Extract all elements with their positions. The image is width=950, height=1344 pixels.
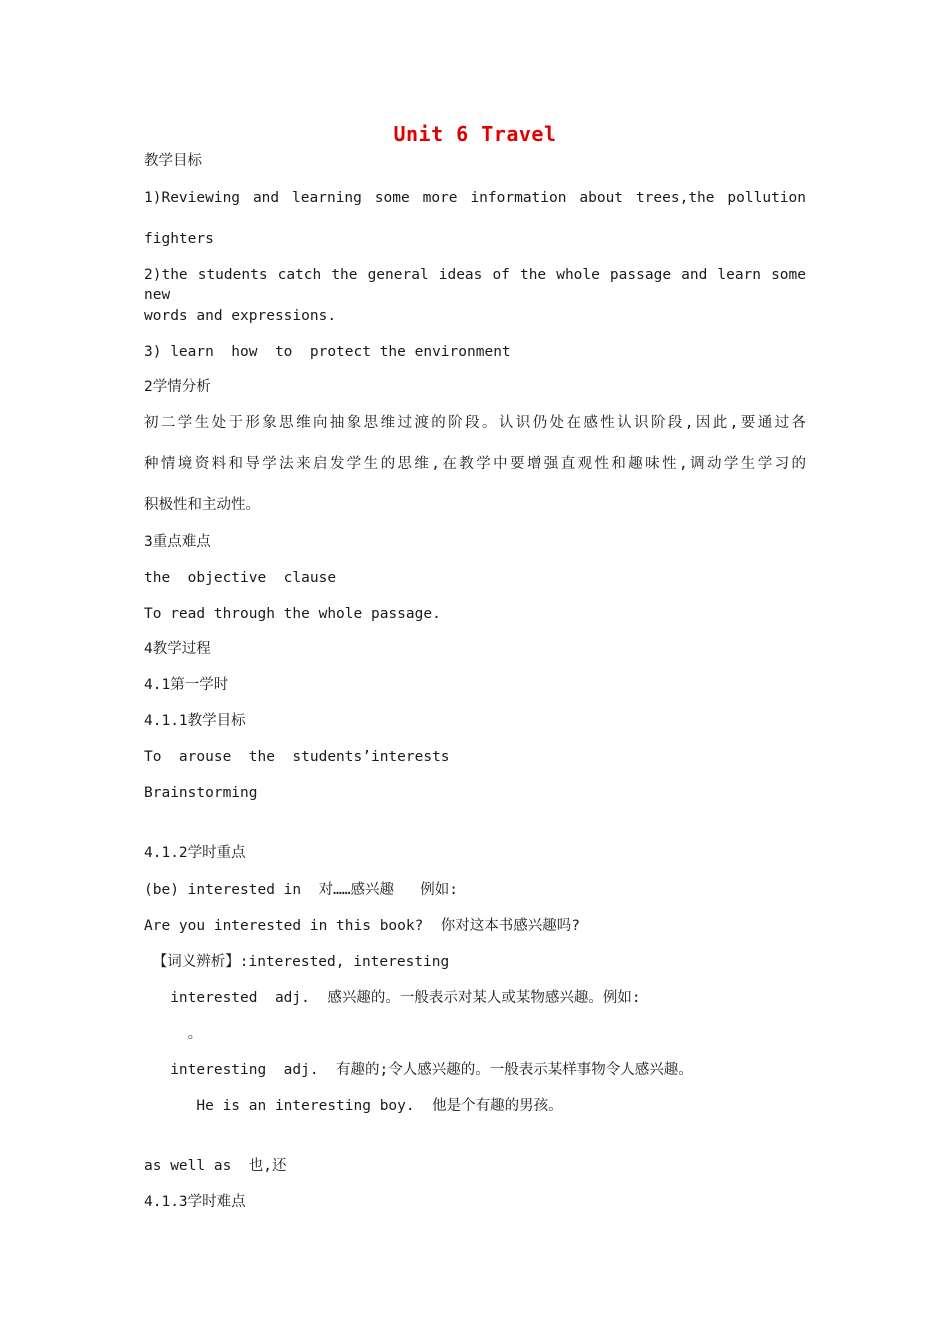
subsection-heading: 4.1.3学时难点 xyxy=(144,1194,246,1210)
paragraph-line: 初二学生处于形象思维向抽象思维过渡的阶段。认识仍处在感性认识阶段,因此,要通过各 xyxy=(144,415,806,431)
text-line: To read through the whole passage. xyxy=(144,606,441,622)
text-line: the objective clause xyxy=(144,570,337,586)
section-heading: 教学目标 xyxy=(144,153,202,169)
text-line: interested adj. 感兴趣的。一般表示对某人或某物感兴趣。例如: xyxy=(144,990,641,1006)
text-line: To arouse the students’interests xyxy=(144,749,450,765)
subsection-heading: 4.1.2学时重点 xyxy=(144,845,246,861)
objective-line: 3) learn how to protect the environment xyxy=(144,344,511,360)
text-line: He is an interesting boy. 他是个有趣的男孩。 xyxy=(144,1098,563,1114)
objective-line: 2)the students catch the general ideas of the whole passage and learn some new xyxy=(144,267,806,303)
text-line: (be) interested in 对……感兴趣 例如: xyxy=(144,882,458,898)
text-line: interesting adj. 有趣的;令人感兴趣的。一般表示某样事物令人感兴趣。 xyxy=(144,1062,693,1078)
objective-line-cont: fighters xyxy=(144,231,214,247)
objective-line-cont: words and expressions. xyxy=(144,308,337,324)
paragraph-line: 积极性和主动性。 xyxy=(144,497,260,513)
section-heading: 3重点难点 xyxy=(144,534,211,550)
document-title: Unit 6 Travel xyxy=(393,122,557,146)
paragraph-line: 种情境资料和导学法来启发学生的思维,在教学中要增强直观性和趣味性,调动学生学习的 xyxy=(144,456,806,472)
text-line: as well as 也,还 xyxy=(144,1158,287,1174)
text-line: 【词义辨析】:interested, interesting xyxy=(144,954,450,970)
text-line: Are you interested in this book? 你对这本书感兴趣吗? xyxy=(144,918,581,934)
subsection-heading: 4.1第一学时 xyxy=(144,677,229,693)
section-heading: 2学情分析 xyxy=(144,379,211,395)
text-line: 。 xyxy=(144,1026,203,1042)
subsection-heading: 4.1.1教学目标 xyxy=(144,713,246,729)
section-heading: 4教学过程 xyxy=(144,641,211,657)
text-line: Brainstorming xyxy=(144,785,258,801)
objective-line: 1)Reviewing and learning some more information about trees,the pollution xyxy=(144,190,806,206)
